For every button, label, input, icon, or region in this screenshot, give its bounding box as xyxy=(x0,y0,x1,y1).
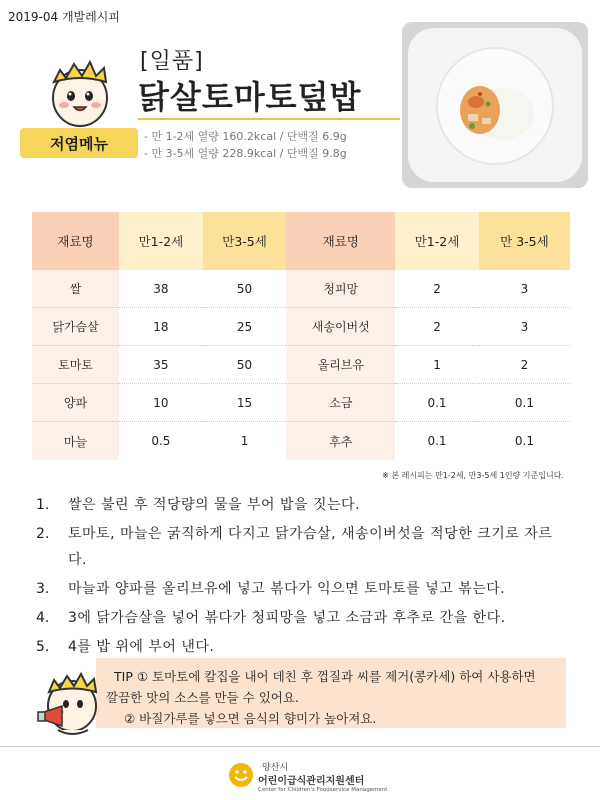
ingredient-name: 후추 xyxy=(286,422,395,460)
amount-cell: 10 xyxy=(119,384,203,422)
list-item xyxy=(36,576,566,602)
ingredient-name: 마늘 xyxy=(32,422,119,460)
amount-cell: 50 xyxy=(203,346,287,384)
list-item xyxy=(36,634,566,660)
ingredient-name: 양파 xyxy=(32,384,119,422)
ingredient-table xyxy=(32,212,570,460)
nutrition-line-old: - 만 3-5세 열량 228.9kcal / 단백질 9.8g xyxy=(144,147,347,160)
footer-city: 양산시 xyxy=(262,763,289,773)
ingredient-name: 올리브유 xyxy=(286,346,395,384)
low-sodium-badge: 저염메뉴 xyxy=(20,128,138,158)
table-row xyxy=(32,308,570,346)
amount-cell: 0.1 xyxy=(479,384,570,422)
table-header-row xyxy=(32,212,570,270)
amount-cell: 35 xyxy=(119,346,203,384)
dish-title: 닭살토마토덮밥 xyxy=(138,78,362,116)
step-number: 5. xyxy=(36,639,50,655)
step-text: 쌀은 불린 후 적당량의 물을 부어 밥을 짓는다. xyxy=(68,497,361,513)
amount-cell: 0.1 xyxy=(479,422,570,460)
col-header-age-1-2: 만1-2세 xyxy=(395,212,479,270)
megaphone-mascot-icon xyxy=(36,668,108,738)
step-text: 3에 닭가슴살을 넣어 볶다가 청피망을 넣고 소금과 후추로 간을 한다. xyxy=(68,610,506,626)
step-number: 4. xyxy=(36,610,50,626)
amount-cell: 1 xyxy=(395,346,479,384)
step-number: 2. xyxy=(36,526,50,542)
amount-cell: 0.5 xyxy=(119,422,203,460)
amount-cell: 0.1 xyxy=(395,384,479,422)
col-header-age-3-5: 만 3-5세 xyxy=(479,212,570,270)
tip-line: ② 바질가루를 넣으면 음식의 향미가 높아져요. xyxy=(124,711,377,726)
table-row xyxy=(32,270,570,308)
list-item xyxy=(36,521,566,573)
nutrition-line-young: - 만 1-2세 열량 160.2kcal / 단백질 6.9g xyxy=(144,130,347,143)
col-header-ingredient: 재료명 xyxy=(32,212,119,270)
ingredient-name: 소금 xyxy=(286,384,395,422)
ingredient-name: 토마토 xyxy=(32,346,119,384)
amount-cell: 18 xyxy=(119,308,203,346)
amount-cell: 2 xyxy=(395,270,479,308)
table-row xyxy=(32,384,570,422)
ingredient-name: 청피망 xyxy=(286,270,395,308)
step-text: 토마토, 마늘은 굵직하게 다지고 닭가슴살, 새송이버섯을 적당한 크기로 자르다. xyxy=(68,526,553,568)
tip-box xyxy=(96,658,566,728)
amount-cell: 3 xyxy=(479,308,570,346)
tip-line: 깔끔한 맛의 소스를 만들 수 있어요. xyxy=(106,690,299,705)
serving-note: ※ 본 레시피는 만1-2세, 만3-5세 1인량 기준입니다. xyxy=(382,471,564,480)
amount-cell: 3 xyxy=(479,270,570,308)
footer-center-name: 어린이급식관리지원센터 xyxy=(258,776,365,787)
col-header-age-3-5: 만3-5세 xyxy=(203,212,287,270)
list-item xyxy=(36,492,566,518)
table-row xyxy=(32,422,570,460)
step-text: 마늘과 양파를 올리브유에 넣고 볶다가 익으면 토마토를 넣고 볶는다. xyxy=(68,581,506,597)
ingredient-name: 닭가슴살 xyxy=(32,308,119,346)
amount-cell: 2 xyxy=(395,308,479,346)
recipe-steps xyxy=(36,492,566,663)
ingredient-name: 새송이버섯 xyxy=(286,308,395,346)
header-date: 2019-04 개발레시피 xyxy=(8,10,120,24)
amount-cell: 15 xyxy=(203,384,287,422)
nutrition-info xyxy=(144,128,347,162)
ingredient-name: 쌀 xyxy=(32,270,119,308)
amount-cell: 0.1 xyxy=(395,422,479,460)
amount-cell: 50 xyxy=(203,270,287,308)
amount-cell: 38 xyxy=(119,270,203,308)
step-number: 1. xyxy=(36,497,50,513)
center-logo-icon xyxy=(228,762,254,788)
table-row xyxy=(32,346,570,384)
plate-icon xyxy=(402,22,588,188)
footer-english-name: Center for Children's Foodservice Management xyxy=(258,787,388,793)
col-header-age-1-2: 만1-2세 xyxy=(119,212,203,270)
dish-category: [일품] xyxy=(140,49,204,74)
step-text: 4를 밥 위에 부어 낸다. xyxy=(68,639,215,655)
tip-line: TIP ① 토마토에 칼집을 내어 데친 후 껍질과 씨를 제거(콩카세) 하여 사용하면 xyxy=(114,669,536,684)
amount-cell: 2 xyxy=(479,346,570,384)
list-item xyxy=(36,605,566,631)
col-header-ingredient: 재료명 xyxy=(286,212,395,270)
step-number: 3. xyxy=(36,581,50,597)
amount-cell: 1 xyxy=(203,422,287,460)
egg-mascot-icon xyxy=(44,52,116,128)
title-underline xyxy=(138,118,400,120)
amount-cell: 25 xyxy=(203,308,287,346)
footer-divider xyxy=(0,746,600,747)
dish-photo xyxy=(402,22,588,188)
